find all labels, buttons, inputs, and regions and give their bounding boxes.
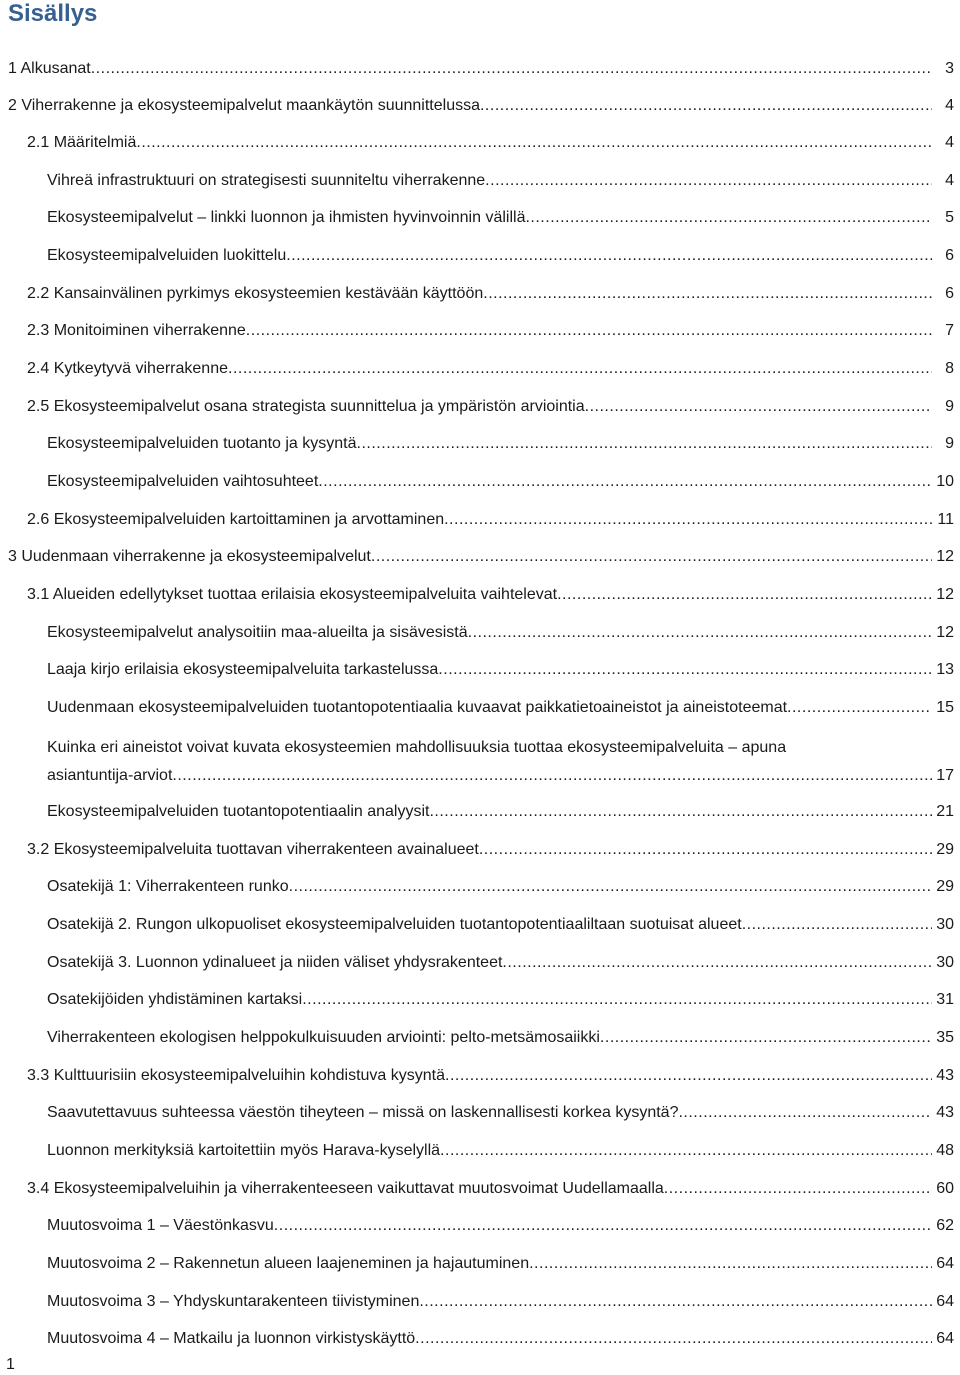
toc-entry[interactable]: [47, 1102, 960, 1124]
toc-entry-title: Osatekijöiden yhdistäminen kartaksi: [47, 991, 303, 1008]
toc-entry-page: 7: [945, 322, 954, 339]
toc-entry-page: 43: [936, 1067, 954, 1084]
toc-entry[interactable]: [47, 1253, 960, 1275]
toc-entry-page: 17: [936, 767, 954, 784]
dot-leader: [787, 697, 932, 719]
dot-leader: [357, 433, 932, 455]
toc-entry[interactable]: [47, 622, 960, 644]
dot-leader: [274, 1215, 932, 1237]
toc-entry-page: 5: [945, 209, 954, 226]
toc-entry-title: 2.1 Määritelmiä: [27, 134, 137, 151]
toc-entry-title: Kuinka eri aineistot voivat kuvata ekosysteemien mahdollisuuksia tuottaa ekosysteemipalveluita – apuna: [47, 739, 787, 756]
toc-entry-title: 3 Uudenmaan viherrakenne ja ekosysteemipalvelut: [8, 548, 371, 565]
toc-entry-title: 2.6 Ekosysteemipalveluiden kartoittaminen ja arvottaminen: [27, 511, 445, 528]
dot-leader: [91, 58, 932, 80]
toc-entry-title: Osatekijä 3. Luonnon ydinalueet ja niiden väliset yhdysrakenteet: [47, 954, 503, 971]
toc-entry-title: Laaja kirjo erilaisia ekosysteemipalveluita tarkastelussa: [47, 661, 439, 678]
toc-entry-title: 3.1 Alueiden edellytykset tuottaa erilaisia ekosysteemipalveluita vaihtelevat: [27, 586, 558, 603]
dot-leader: [445, 1065, 932, 1087]
dot-leader: [742, 914, 932, 936]
dot-leader: [485, 170, 932, 192]
toc-entry-title: 3.2 Ekosysteemipalveluita tuottavan viherrakenteen avainalueet: [27, 841, 479, 858]
toc-entry[interactable]: [47, 801, 960, 823]
dot-leader: [585, 396, 932, 418]
toc-entry[interactable]: [47, 471, 960, 493]
toc-entry[interactable]: [47, 734, 960, 790]
toc-entry-page: 13: [936, 661, 954, 678]
toc-entry-page: 30: [936, 916, 954, 933]
toc-entry[interactable]: [27, 1065, 960, 1087]
toc-entry[interactable]: [27, 358, 960, 380]
toc-entry[interactable]: [27, 396, 960, 418]
toc-entry-title: 3.4 Ekosysteemipalveluihin ja viherrakenteeseen vaikuttavat muutosvoimat Uudellamaalla: [27, 1180, 664, 1197]
toc-entry[interactable]: [47, 207, 960, 229]
toc-entry-title: Muutosvoima 3 – Yhdyskuntarakenteen tiivistyminen: [47, 1293, 420, 1310]
toc-entry-title: 2.2 Kansainvälinen pyrkimys ekosysteemien kestävään käyttöön: [27, 285, 484, 302]
toc-entry-page: 31: [936, 991, 954, 1008]
dot-leader: [246, 320, 932, 342]
toc-entry[interactable]: [47, 876, 960, 898]
dot-leader: [172, 762, 932, 790]
toc-entry[interactable]: [47, 697, 960, 719]
dot-leader: [289, 876, 932, 898]
toc-entry[interactable]: [47, 1291, 960, 1313]
toc-entry[interactable]: [47, 989, 960, 1011]
dot-leader: [371, 546, 932, 568]
toc-entry-page: 9: [945, 398, 954, 415]
toc-entry[interactable]: [27, 1178, 960, 1200]
dot-leader: [678, 1102, 932, 1124]
toc-entry-page: 62: [936, 1217, 954, 1234]
toc-entry[interactable]: [27, 839, 960, 861]
toc-entry[interactable]: [27, 283, 960, 305]
toc-entry-page: 64: [936, 1330, 954, 1347]
toc-entry-title: Osatekijä 1: Viherrakenteen runko: [47, 878, 289, 895]
toc-entry[interactable]: [47, 1215, 960, 1237]
dot-leader: [136, 132, 932, 154]
dot-leader: [529, 1253, 932, 1275]
toc-entry-title: Vihreä infrastruktuuri on strategisesti suunniteltu viherrakenne: [47, 172, 486, 189]
toc-entry-title: Ekosysteemipalveluiden luokittelu: [47, 247, 287, 264]
toc-entry-title: Saavutettavuus suhteessa väestön tiheyteen – missä on laskennallisesti korkea kysyntä?: [47, 1104, 679, 1121]
toc-entry-page: 35: [936, 1029, 954, 1046]
toc-entry-page: 4: [945, 172, 954, 189]
toc-entry-title: Luonnon merkityksiä kartoitettiin myös Harava-kyselyllä: [47, 1142, 441, 1159]
toc-entry-page: 12: [936, 548, 954, 565]
toc-entry[interactable]: [47, 433, 960, 455]
toc-entry-page: 48: [936, 1142, 954, 1159]
dot-leader: [600, 1027, 932, 1049]
toc-entry-title: Muutosvoima 4 – Matkailu ja luonnon virkistyskäyttö: [47, 1330, 416, 1347]
toc-entry-page: 29: [936, 878, 954, 895]
toc-entry-title: Ekosysteemipalvelut – linkki luonnon ja ihmisten hyvinvoinnin välillä: [47, 209, 526, 226]
dot-leader: [438, 659, 932, 681]
toc-entry-page: 6: [945, 247, 954, 264]
toc-entry[interactable]: [47, 245, 960, 267]
toc-entry-title: 2 Viherrakenne ja ekosysteemipalvelut maankäytön suunnittelussa: [8, 97, 480, 114]
toc-entry-title: Viherrakenteen ekologisen helppokulkuisuuden arviointi: pelto-metsämosaiikki: [47, 1029, 600, 1046]
dot-leader: [318, 471, 932, 493]
toc-entry-title: 2.5 Ekosysteemipalvelut osana strategista suunnittelua ja ympäristön arviointia: [27, 398, 585, 415]
toc-entry-page: 29: [936, 841, 954, 858]
page-number: 1: [6, 1356, 15, 1373]
dot-leader: [664, 1178, 932, 1200]
toc-entry-title: 1 Alkusanat: [8, 60, 91, 77]
toc-entry-page: 60: [936, 1180, 954, 1197]
toc-entry-title-continued: asiantuntija-arviot: [47, 767, 173, 784]
toc-entry-page: 64: [936, 1255, 954, 1272]
toc-entry-title: Uudenmaan ekosysteemipalveluiden tuotantopotentiaalia kuvaavat paikkatietoaineistot ja aineistoteemat: [47, 699, 788, 716]
toc-entry-page: 21: [936, 803, 954, 820]
toc-entry-title: Muutosvoima 1 – Väestönkasvu: [47, 1217, 274, 1234]
toc-entry-page: 12: [936, 586, 954, 603]
toc-entry[interactable]: [27, 584, 960, 606]
toc-entry-page: 4: [945, 134, 954, 151]
toc-entry[interactable]: [8, 95, 960, 117]
toc-entry-page: 10: [936, 473, 954, 490]
dot-leader: [444, 509, 932, 531]
toc-entry[interactable]: [8, 58, 960, 80]
toc-entry-title: Ekosysteemipalveluiden tuotanto ja kysyntä: [47, 435, 357, 452]
dot-leader: [440, 1140, 932, 1162]
toc-entry[interactable]: [47, 952, 960, 974]
toc-entry-page: 3: [945, 60, 954, 77]
toc-entry[interactable]: [8, 546, 960, 568]
toc-entry-page: 12: [936, 624, 954, 641]
toc-entry-page: 8: [945, 360, 954, 377]
dot-leader: [557, 584, 932, 606]
toc-entry[interactable]: [47, 1328, 960, 1350]
dot-leader: [525, 207, 932, 229]
toc-entry[interactable]: [47, 170, 960, 192]
dot-leader: [468, 622, 932, 644]
toc-entry-page: 4: [945, 97, 954, 114]
dot-leader: [286, 245, 932, 267]
dot-leader: [415, 1328, 932, 1350]
dot-leader: [419, 1291, 932, 1313]
dot-leader: [429, 801, 932, 823]
toc-entry[interactable]: [27, 132, 960, 154]
toc-entry-title: 2.4 Kytkeytyvä viherrakenne: [27, 360, 228, 377]
toc-entry-title: 2.3 Monitoiminen viherrakenne: [27, 322, 246, 339]
toc-entry[interactable]: [47, 1027, 960, 1049]
toc-entry-page: 30: [936, 954, 954, 971]
toc-entry-page: 6: [945, 285, 954, 302]
dot-leader: [302, 989, 932, 1011]
toc-entry-page: 43: [936, 1104, 954, 1121]
toc-entry-title: 3.3 Kulttuurisiin ekosysteemipalveluihin kohdistuva kysyntä: [27, 1067, 445, 1084]
dot-leader: [502, 952, 932, 974]
toc-entry-title: Ekosysteemipalveluiden tuotantopotentiaalin analyysit: [47, 803, 430, 820]
toc-entry-page: 15: [936, 699, 954, 716]
toc-entry-title: Osatekijä 2. Rungon ulkopuoliset ekosysteemipalveluiden tuotantopotentiaaliltaan suotuisat alueet: [47, 916, 742, 933]
dot-leader: [480, 95, 932, 117]
toc-entry-title: Ekosysteemipalvelut analysoitiin maa-alueilta ja sisävesistä: [47, 624, 468, 641]
toc-entry-page: 9: [945, 435, 954, 452]
toc-entry[interactable]: [47, 1140, 960, 1162]
dot-leader: [228, 358, 932, 380]
toc-entry-title: Ekosysteemipalveluiden vaihtosuhteet: [47, 473, 319, 490]
dot-leader: [479, 839, 932, 861]
toc-entry[interactable]: [47, 914, 960, 936]
toc-entry[interactable]: [47, 659, 960, 681]
toc-entry[interactable]: [27, 320, 960, 342]
toc-entry-page: 64: [936, 1293, 954, 1310]
toc-entry-page: 11: [937, 511, 954, 528]
toc-entry-title: Muutosvoima 2 – Rakennetun alueen laajeneminen ja hajautuminen: [47, 1255, 530, 1272]
toc-entry[interactable]: [27, 509, 960, 531]
dot-leader: [483, 283, 932, 305]
page-title: Sisällys: [8, 0, 98, 27]
